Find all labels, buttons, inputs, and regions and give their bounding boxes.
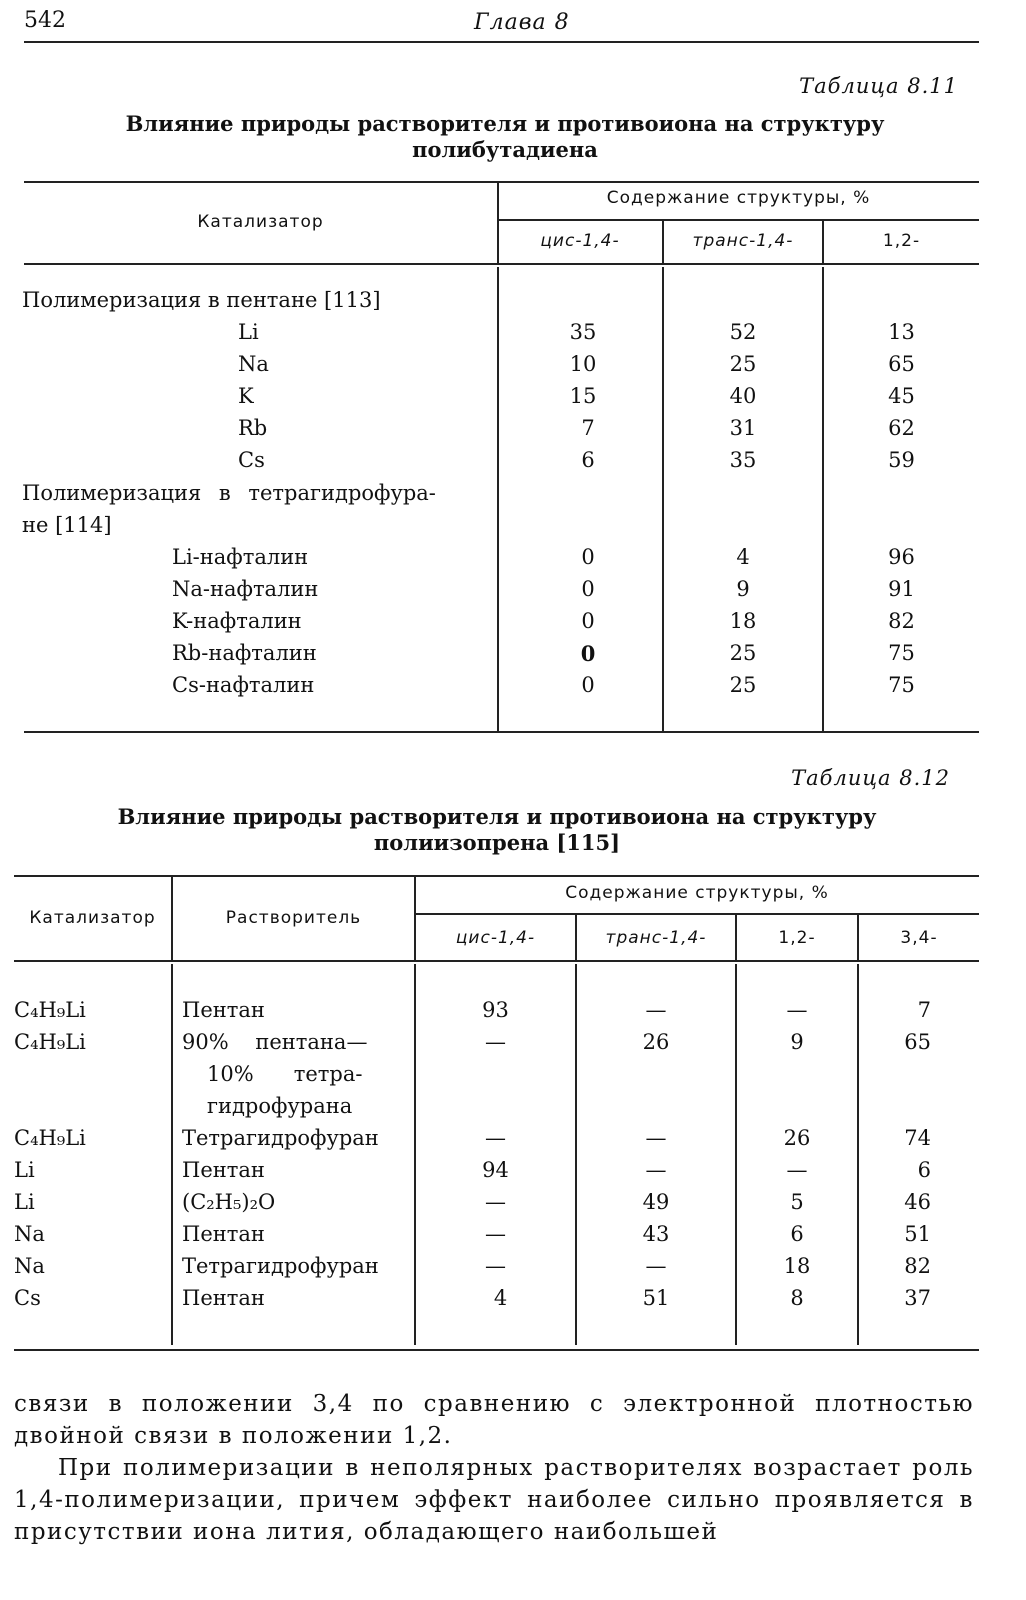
- table-cell: 37: [904, 1286, 931, 1310]
- table-cell: 51: [642, 1286, 670, 1310]
- table1-group-rule: [498, 219, 979, 221]
- table-cell: 25: [729, 352, 757, 376]
- table-cell-catalyst: Rb: [238, 416, 268, 440]
- table-cell: 0: [581, 609, 595, 633]
- table-cell: 82: [904, 1254, 931, 1278]
- header-rule: [24, 41, 979, 43]
- table2-col-solvent: Растворитель: [225, 908, 362, 928]
- table-cell: 94: [482, 1158, 509, 1182]
- table-cell: 43: [642, 1222, 670, 1246]
- table-cell: 7: [917, 998, 931, 1022]
- table-cell: 35: [729, 448, 757, 472]
- table-cell: 8: [790, 1286, 804, 1310]
- table-cell-solvent: Пентан: [182, 998, 265, 1022]
- table-cell-catalyst: K-нафталин: [172, 609, 302, 633]
- table-cell: 0: [580, 641, 596, 666]
- table-cell: 65: [888, 352, 915, 376]
- table-cell: —: [786, 998, 808, 1022]
- table-cell: —: [485, 1254, 506, 1278]
- table-cell: 0: [581, 673, 595, 697]
- table-cell-catalyst: Na: [14, 1254, 45, 1278]
- table2-group-rule: [415, 913, 979, 915]
- body-paragraph: связи в положении 3,4 по сравнению с электронной плотностью двойной связи в положении 1,2.: [14, 1391, 974, 1449]
- table1-title-line2: полибутадиена: [412, 137, 598, 162]
- table-cell: 4: [736, 545, 750, 569]
- table-cell: —: [485, 1190, 506, 1214]
- table2-col-34: 3,4-: [900, 928, 938, 948]
- table2-col-trans: транс-1,4-: [605, 928, 707, 948]
- table2-top-rule: [14, 875, 979, 877]
- table-cell-catalyst: Li: [238, 320, 259, 344]
- table-cell: —: [485, 1126, 506, 1150]
- table-cell-catalyst: K: [238, 384, 254, 408]
- table-cell-solvent: (C₂H₅)₂O: [182, 1190, 276, 1214]
- table-cell: 31: [729, 416, 757, 440]
- table-cell-catalyst: Li: [14, 1190, 35, 1214]
- table2-bottom-rule: [14, 1349, 979, 1351]
- table1-col-trans: транс-1,4-: [692, 231, 794, 251]
- table-cell: 6: [581, 448, 595, 472]
- table-cell-solvent: 90% пентана—: [182, 1030, 368, 1054]
- table-cell-catalyst: Cs-нафталин: [172, 673, 315, 697]
- table-cell-catalyst: Cs: [14, 1286, 41, 1310]
- table2-body-vline: [171, 964, 173, 1345]
- table-cell-solvent: Пентан: [182, 1286, 265, 1310]
- table-cell: 49: [642, 1190, 670, 1214]
- table-cell: 65: [904, 1030, 931, 1054]
- table1-section-thf: Полимеризация в тетрагидрофура-: [22, 481, 436, 505]
- table-cell: —: [645, 998, 667, 1022]
- page-number: 542: [24, 8, 66, 33]
- table1-title-line1: Влияние природы растворителя и противоиона на структуру: [125, 111, 885, 136]
- table2-title-line1: Влияние природы растворителя и противоиона на структуру: [117, 804, 877, 829]
- table-cell: 0: [581, 577, 595, 601]
- table1-col-group: Содержание структуры, %: [606, 188, 871, 208]
- table-cell: 59: [888, 448, 915, 472]
- table2-label: Таблица 8.12: [791, 766, 950, 790]
- table-cell: —: [485, 1030, 506, 1054]
- table2-col-catalyst: Катализатор: [29, 908, 156, 928]
- table-cell: 5: [790, 1190, 804, 1214]
- table-cell: 91: [888, 577, 915, 601]
- table-cell: 75: [888, 673, 915, 697]
- table-cell: 18: [783, 1254, 811, 1278]
- table-cell: 51: [904, 1222, 931, 1246]
- table1-section-thf-ref: не [114]: [22, 513, 112, 537]
- table-cell-solvent: 10% тетра-: [207, 1062, 363, 1086]
- table-cell-catalyst: Cs: [238, 448, 265, 472]
- table2-header-rule: [14, 960, 979, 962]
- table-cell-catalyst: Li-нафталин: [172, 545, 309, 569]
- table-cell-solvent: Тетрагидрофуран: [182, 1126, 379, 1150]
- table-cell: 93: [482, 998, 509, 1022]
- table1-col-catalyst: Катализатор: [197, 212, 324, 232]
- table2-col-12: 1,2-: [778, 928, 816, 948]
- table1-bottom-rule: [24, 731, 979, 733]
- table-cell-solvent: гидрофурана: [207, 1094, 353, 1118]
- chapter-title: Глава 8: [474, 10, 570, 35]
- table-cell: 15: [569, 384, 597, 408]
- table-cell: 0: [581, 545, 595, 569]
- table-cell: 9: [790, 1030, 804, 1054]
- table-cell: 75: [888, 641, 915, 665]
- table-cell-catalyst: Li: [14, 1158, 35, 1182]
- table1-col-cis: цис-1,4-: [540, 231, 620, 251]
- table-cell: 26: [642, 1030, 670, 1054]
- table1-section-pentane: Полимеризация в пентане [113]: [22, 288, 381, 312]
- table-cell: —: [786, 1158, 808, 1182]
- table-cell: 52: [729, 320, 757, 344]
- table-cell-solvent: Тетрагидрофуран: [182, 1254, 379, 1278]
- table-cell: 4: [493, 1286, 508, 1310]
- table-cell: 6: [917, 1158, 931, 1182]
- table-cell: 18: [729, 609, 757, 633]
- table-cell-catalyst: C₄H₉Li: [14, 1126, 86, 1150]
- table2-title: [52, 804, 942, 856]
- table-cell: 9: [736, 577, 750, 601]
- table-cell: 25: [729, 673, 757, 697]
- table-cell: 45: [888, 384, 915, 408]
- table-cell: —: [645, 1158, 667, 1182]
- table-cell: —: [645, 1254, 667, 1278]
- table-cell: 7: [581, 416, 595, 440]
- body-paragraph: При полимеризации в неполярных растворителях возрастает роль 1,4-полимеризации, причем эффект наиболее сильно проявляется в присутствии иона лития, обладающего наибольшей: [14, 1455, 974, 1545]
- table-cell: 46: [904, 1190, 931, 1214]
- table-cell: 82: [888, 609, 915, 633]
- table-cell-catalyst: Rb-нафталин: [172, 641, 317, 665]
- table-cell-catalyst: Na: [14, 1222, 45, 1246]
- table-cell: 10: [569, 352, 597, 376]
- table-cell: 96: [888, 545, 915, 569]
- table-cell-catalyst: C₄H₉Li: [14, 998, 86, 1022]
- table-cell: 6: [790, 1222, 804, 1246]
- table-cell: 40: [729, 384, 757, 408]
- table1-header-rule: [24, 263, 979, 265]
- table-cell: —: [485, 1222, 506, 1246]
- table1-top-rule: [24, 181, 979, 183]
- table-cell-catalyst: C₄H₉Li: [14, 1030, 86, 1054]
- table1-title: [60, 111, 950, 163]
- table-cell-catalyst: Na: [238, 352, 269, 376]
- running-head: [24, 8, 979, 40]
- table2-col-group: Содержание структуры, %: [565, 883, 829, 903]
- table-cell: 62: [888, 416, 915, 440]
- table-cell: 35: [569, 320, 597, 344]
- table2-col-cis: цис-1,4-: [455, 928, 536, 948]
- table-cell: 13: [888, 320, 915, 344]
- table-cell: 25: [729, 641, 757, 665]
- table1-col-12: 1,2-: [882, 231, 921, 251]
- table-cell-catalyst: Na-нафталин: [172, 577, 319, 601]
- table-cell-solvent: Пентан: [182, 1158, 265, 1182]
- table-cell-solvent: Пентан: [182, 1222, 265, 1246]
- table1-label: Таблица 8.11: [799, 74, 958, 98]
- table2-title-line2: полиизопрена [115]: [373, 830, 621, 855]
- table-cell: —: [645, 1126, 667, 1150]
- table-cell: 74: [904, 1126, 931, 1150]
- table-cell: 26: [783, 1126, 811, 1150]
